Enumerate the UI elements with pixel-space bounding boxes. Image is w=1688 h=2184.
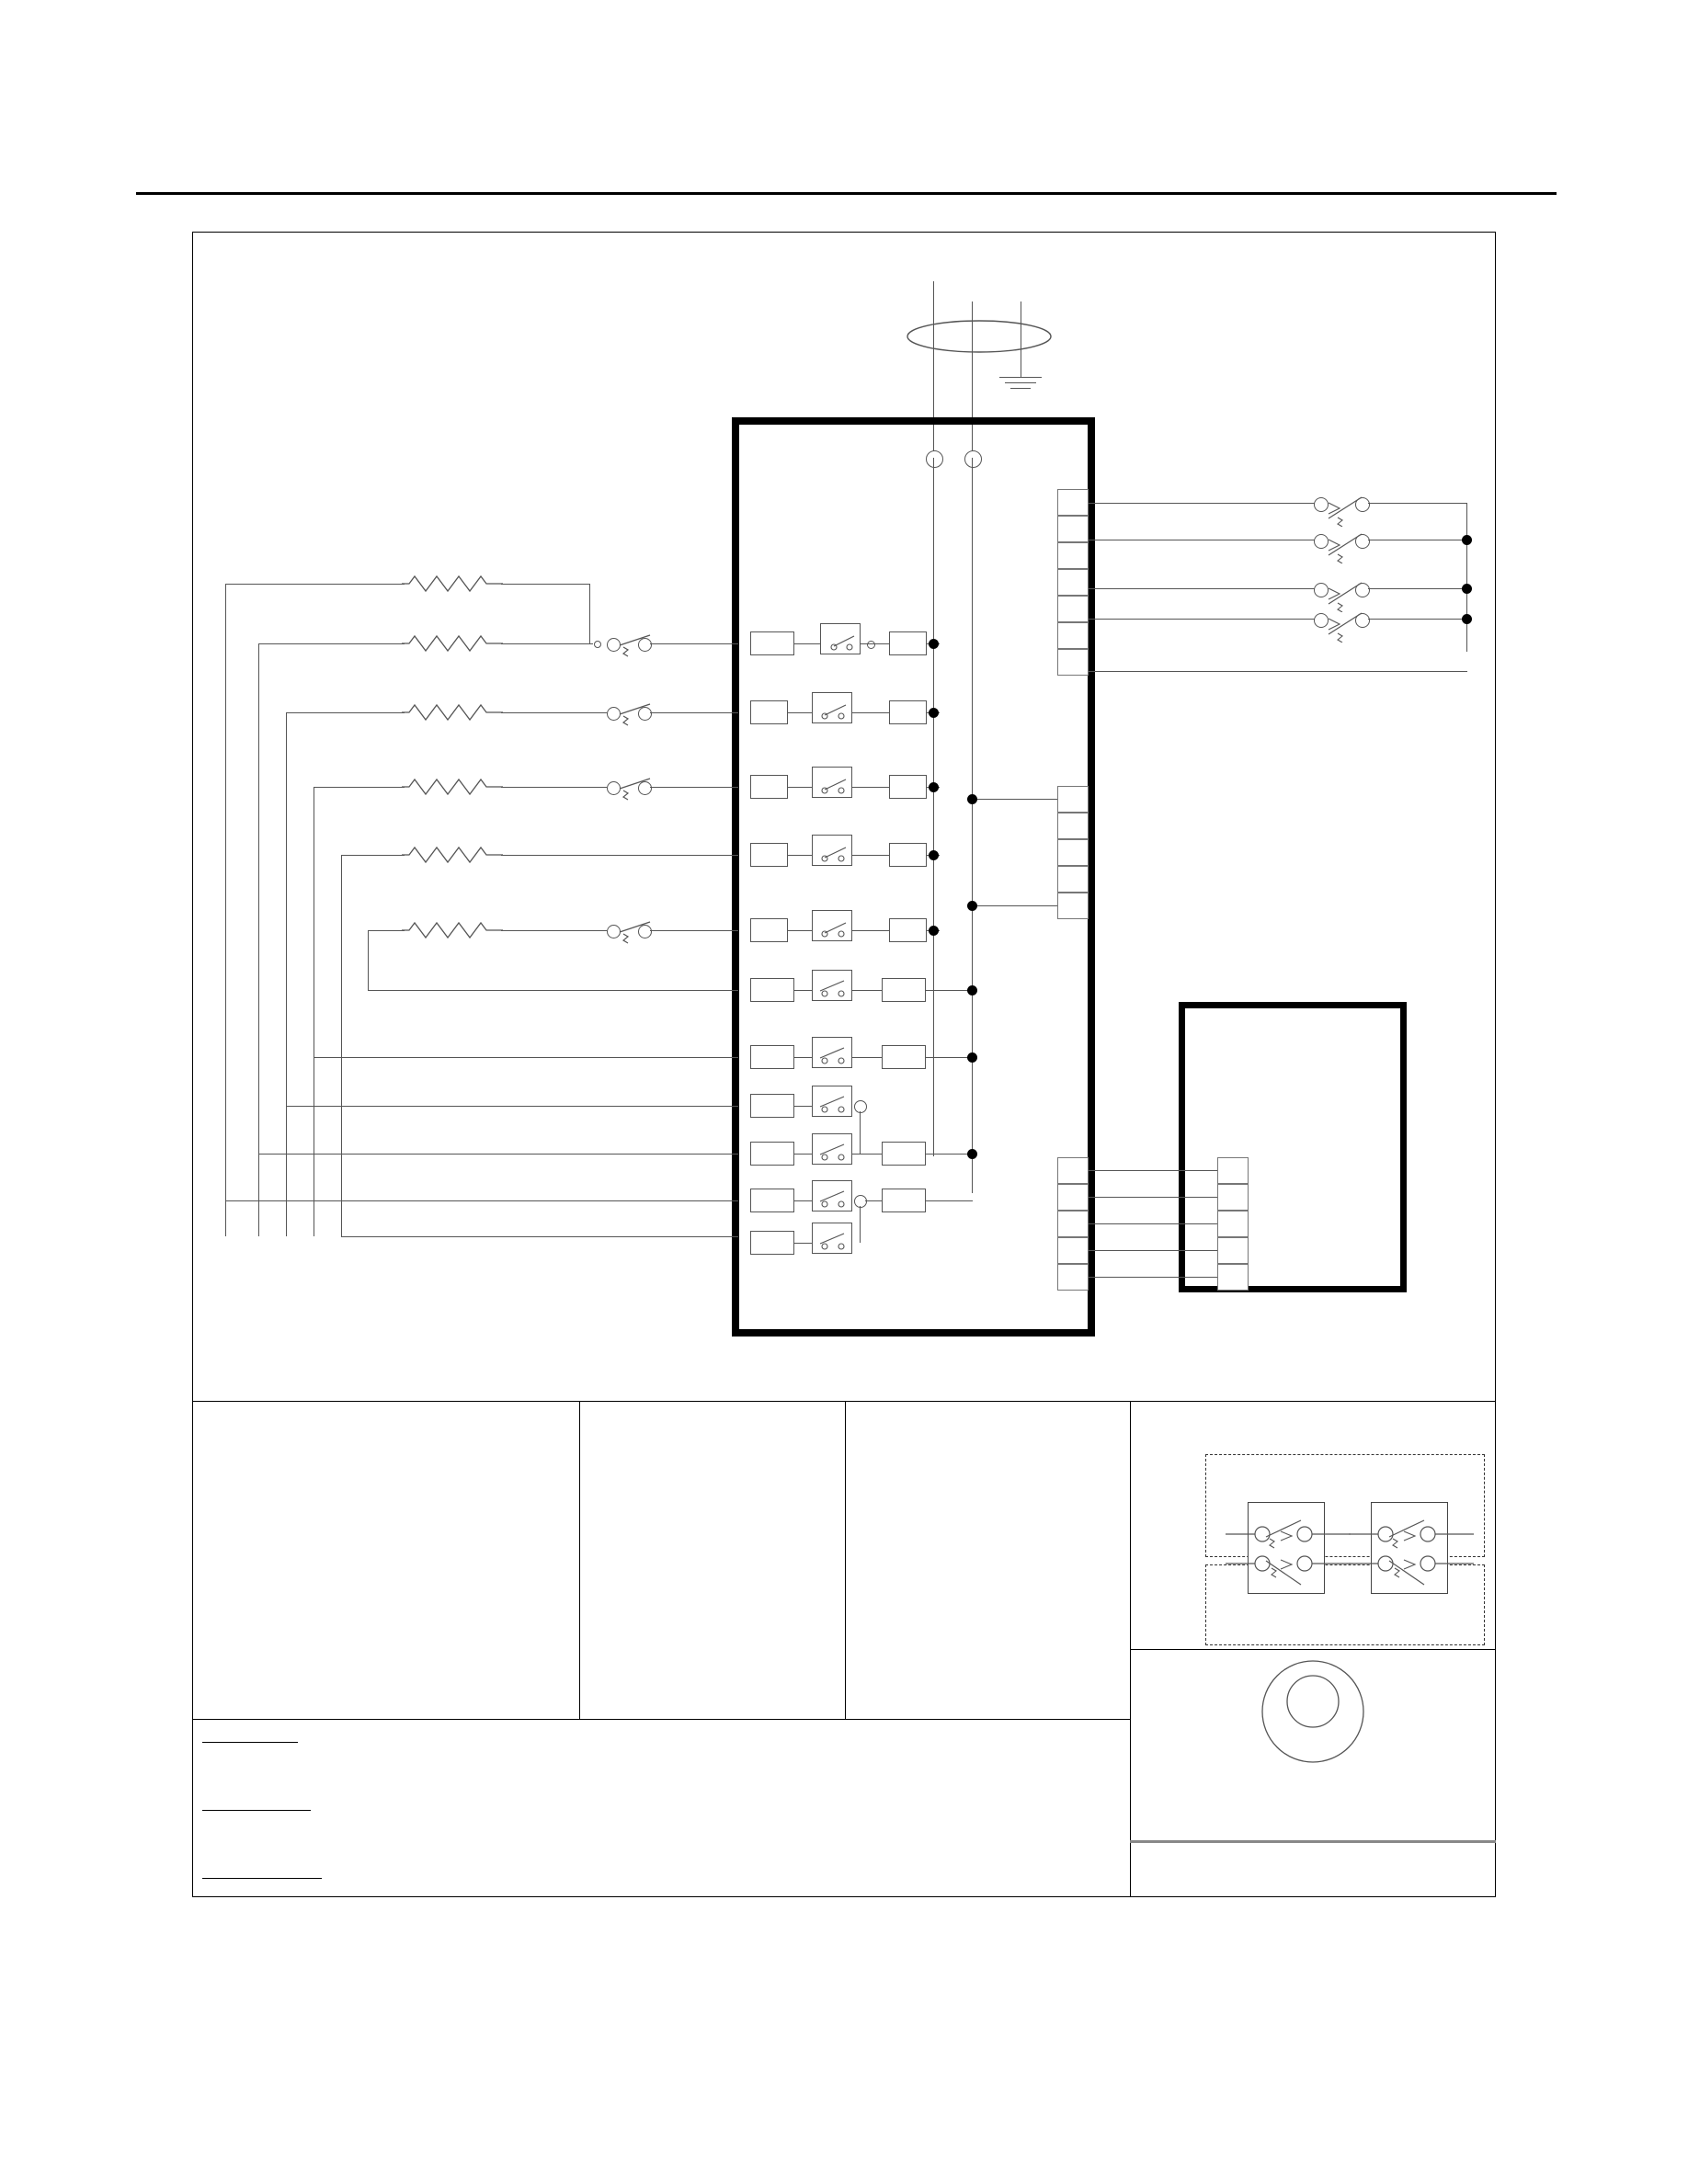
limiter-switch-icon-lr-elm-1 [607, 912, 657, 945]
pin-p25[interactable] [882, 1189, 926, 1212]
relay-contact-icon-k5 [821, 624, 861, 655]
caution-underline-es [202, 1810, 311, 1811]
header-divider [136, 192, 1557, 195]
relay-bus-r2 [933, 458, 934, 1156]
limiter-switch-icon-rf-elm-2 [607, 625, 657, 658]
pin-p6[interactable] [750, 843, 788, 867]
p3-pin-4[interactable] [1217, 1237, 1249, 1264]
j4-pin-7[interactable] [1057, 649, 1089, 676]
limiter-panel [1130, 1401, 1496, 1649]
relay-k10[interactable] [812, 1133, 852, 1165]
dual-element-icon [1244, 1660, 1382, 1763]
relay-contact-icon-k11 [813, 1086, 853, 1118]
ground-bar-1 [999, 377, 1042, 378]
j2-pin-1[interactable] [1057, 1157, 1089, 1184]
limiter-switch-pair-icon-left [1222, 1511, 1360, 1594]
relay-k14[interactable] [812, 1180, 852, 1211]
resistor-icon-rf-elm-2 [402, 633, 503, 654]
resistor-icon-lr-elm-1 [402, 920, 503, 940]
bx-armored-cable-icon [906, 316, 1053, 357]
resistor-icon-rr-elm [402, 702, 503, 722]
caution-panel [193, 1719, 1130, 1897]
relay-k7[interactable] [812, 1037, 852, 1068]
pin-p2[interactable] [750, 700, 788, 724]
limiter-switch-icon-lf-elm-1 [607, 768, 657, 802]
j7-pin-2[interactable] [1057, 813, 1089, 839]
pin-p26[interactable] [750, 1189, 794, 1212]
relay-k9[interactable] [812, 970, 852, 1001]
pin-p9[interactable] [889, 631, 927, 655]
resistor-icon-lf-elm-1 [402, 777, 503, 797]
relay-k13[interactable] [812, 1223, 852, 1254]
j7-pin-5[interactable] [1057, 893, 1089, 919]
pin-p10[interactable] [750, 631, 794, 655]
part-number-panel [1130, 1840, 1496, 1897]
j7-pin-4[interactable] [1057, 866, 1089, 893]
relay-contact-icon-k9 [813, 971, 853, 1002]
j7-pin-3[interactable] [1057, 839, 1089, 866]
pin-p18[interactable] [750, 978, 794, 1002]
relay-k1[interactable] [812, 692, 852, 723]
ground-bar-3 [1010, 388, 1031, 389]
limiter-switch-icon-rr-elm [607, 694, 657, 727]
relay-contact-icon-k4 [813, 768, 853, 799]
hs-limiter-switch-icon-lr [1314, 490, 1378, 527]
relay-contact-icon-k7 [813, 1038, 853, 1069]
relay-contact-icon-k10 [813, 1134, 853, 1166]
relay-contact-icon-k3 [813, 836, 853, 867]
relay-contact-icon-k2 [813, 911, 853, 942]
dual-element-panel [1130, 1649, 1496, 1840]
color-code-panel [579, 1401, 845, 1697]
pin-p13[interactable] [750, 1045, 794, 1069]
pin-p7[interactable] [889, 775, 927, 799]
relay-k5[interactable] [820, 623, 861, 654]
pin-p24[interactable] [750, 1231, 794, 1255]
hs-limiter-switch-icon-rf [1314, 606, 1378, 643]
pin-p20[interactable] [882, 1142, 926, 1166]
j2-pin-4[interactable] [1057, 1237, 1089, 1264]
hs-limiter-switch-icon-lf [1314, 527, 1378, 563]
p3-pin-3[interactable] [1217, 1211, 1249, 1237]
resistor-icon-lf-brd [402, 845, 503, 865]
wire-gauge-table [845, 1401, 1130, 1697]
limiter-switch-pair-icon-right [1345, 1511, 1483, 1594]
p3-pin-5[interactable] [1217, 1264, 1249, 1291]
pin-p5[interactable] [889, 843, 927, 867]
j4-pin-6[interactable] [1057, 622, 1089, 649]
relay-contact-icon-k14 [813, 1181, 853, 1212]
relay-bus-bk3 [972, 458, 973, 1193]
relay-contact-icon-k13 [813, 1223, 853, 1255]
relay-k3[interactable] [812, 835, 852, 866]
relay-contact-icon-k1 [813, 693, 853, 724]
j4-pin-4[interactable] [1057, 569, 1089, 596]
pin-p4[interactable] [750, 918, 788, 942]
relay-k4[interactable] [812, 767, 852, 798]
relay-k11[interactable] [812, 1086, 852, 1117]
j4-pin-3[interactable] [1057, 542, 1089, 569]
p3-pin-2[interactable] [1217, 1184, 1249, 1211]
j4-pin-1[interactable] [1057, 489, 1089, 516]
pin-p21[interactable] [750, 1094, 794, 1118]
j4-pin-5[interactable] [1057, 596, 1089, 622]
user-interface-board [1179, 1002, 1407, 1292]
j2-pin-5[interactable] [1057, 1264, 1089, 1291]
caution-underline-fr [202, 1878, 322, 1879]
ground-bar-2 [1005, 382, 1036, 383]
pin-p17[interactable] [882, 978, 926, 1002]
j2-pin-2[interactable] [1057, 1184, 1089, 1211]
p3-pin-1[interactable] [1217, 1157, 1249, 1184]
j4-pin-2[interactable] [1057, 516, 1089, 542]
pin-p3[interactable] [889, 918, 927, 942]
pin-p14[interactable] [882, 1045, 926, 1069]
relay-k2[interactable] [812, 910, 852, 941]
j2-pin-3[interactable] [1057, 1211, 1089, 1237]
j7-pin-1[interactable] [1057, 786, 1089, 813]
caution-underline-en [202, 1742, 298, 1743]
pin-p19[interactable] [750, 1142, 794, 1166]
pin-p1[interactable] [889, 700, 927, 724]
resistor-icon-rf-elm-1 [402, 574, 503, 594]
pin-p8[interactable] [750, 775, 788, 799]
